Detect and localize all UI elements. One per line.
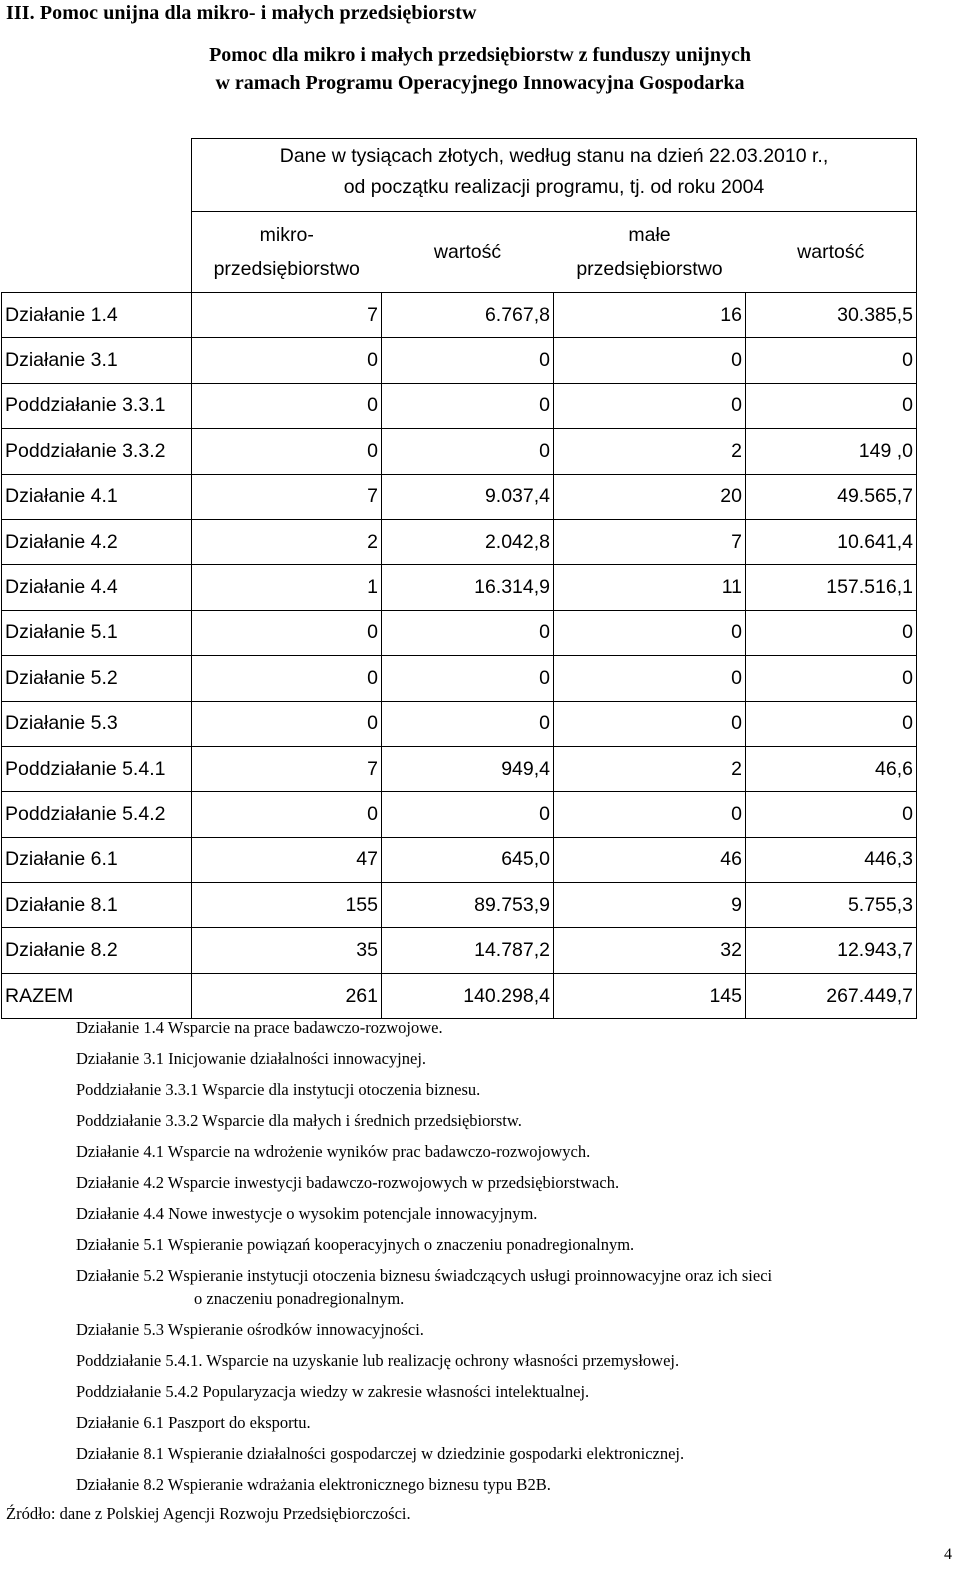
row-micro-count: 7: [192, 474, 382, 519]
row-micro-value: 16.314,9: [382, 565, 554, 610]
data-table: [1, 138, 917, 1019]
note-item: Działanie 5.3 Wspieranie ośrodków innowacyjności.: [76, 1320, 424, 1339]
row-micro-count: 0: [192, 656, 382, 701]
table-row: [2, 338, 917, 383]
row-small-count: 145: [554, 973, 746, 1018]
row-small-value: 10.641,4: [746, 519, 917, 564]
table-subtitle-line-1: Dane w tysiącach złotych, według stanu na dzień 22.03.2010 r.,: [279, 145, 829, 167]
note-item: Działanie 4.4 Nowe inwestycje o wysokim potencjale innowacyjnym.: [76, 1204, 538, 1223]
row-name: Poddziałanie 3.3.1: [2, 383, 192, 428]
row-small-value: 149 ,0: [746, 429, 917, 474]
row-small-value: 267.449,7: [746, 973, 917, 1018]
row-micro-count: 0: [192, 338, 382, 383]
row-name: Działanie 4.4: [2, 565, 192, 610]
row-small-value: 5.755,3: [746, 883, 917, 928]
table-row: [2, 429, 917, 474]
row-name: Działanie 3.1: [2, 338, 192, 383]
header-value-1: wartość: [433, 241, 502, 263]
row-small-value: 0: [746, 792, 917, 837]
row-micro-count: 47: [192, 837, 382, 882]
note-line-1: Działanie 5.2 Wspieranie instytucji otoczenia biznesu świadczących usługi proinnowacyjne oraz ich sieci: [76, 1266, 773, 1285]
row-small-count: 2: [554, 429, 746, 474]
row-micro-count: 0: [192, 792, 382, 837]
page-number: 4: [944, 1546, 952, 1563]
row-small-count: 7: [554, 519, 746, 564]
row-small-count: 0: [554, 701, 746, 746]
row-name: Poddziałanie 5.4.1: [2, 746, 192, 791]
row-small-value: 0: [746, 338, 917, 383]
row-small-value: 12.943,7: [746, 928, 917, 973]
note-item: Poddziałanie 5.4.1. Wsparcie na uzyskanie lub realizację ochrony własności przemysłowej.: [76, 1351, 680, 1370]
note-item: Działanie 1.4 Wsparcie na prace badawczo-rozwojowe.: [76, 1018, 443, 1037]
row-micro-value: 0: [382, 383, 554, 428]
table-row: [2, 519, 917, 564]
note-item: Działanie 6.1 Paszport do eksportu.: [76, 1413, 311, 1432]
row-name: Działanie 1.4: [2, 293, 192, 338]
row-name: Poddziałanie 5.4.2: [2, 792, 192, 837]
row-micro-count: 261: [192, 973, 382, 1018]
row-micro-count: 0: [192, 383, 382, 428]
note-item: Poddziałanie 3.3.1 Wsparcie dla instytucji otoczenia biznesu.: [76, 1080, 481, 1099]
row-small-count: 0: [554, 656, 746, 701]
row-micro-value: 949,4: [382, 746, 554, 791]
table-row: [2, 701, 917, 746]
table-row: [2, 565, 917, 610]
table-row: [2, 746, 917, 791]
row-small-count: 0: [554, 610, 746, 655]
header-micro-line-1: mikro-: [259, 224, 314, 246]
row-micro-value: 0: [382, 792, 554, 837]
row-small-count: 9: [554, 883, 746, 928]
row-small-count: 46: [554, 837, 746, 882]
row-small-value: 0: [746, 656, 917, 701]
row-name: RAZEM: [2, 973, 192, 1018]
table-row: [2, 656, 917, 701]
main-title-line-2: w ramach Programu Operacyjnego Innowacyjna Gospodarka: [215, 72, 745, 94]
table-subtitle: [192, 139, 917, 212]
table-subtitle-line-2: od początku realizacji programu, tj. od roku 2004: [343, 176, 765, 198]
row-small-count: 2: [554, 746, 746, 791]
row-micro-value: 9.037,4: [382, 474, 554, 519]
row-name: Działanie 5.2: [2, 656, 192, 701]
section-title: III. Pomoc unijna dla mikro- i małych przedsiębiorstw: [6, 2, 477, 24]
row-small-count: 0: [554, 338, 746, 383]
row-micro-value: 14.787,2: [382, 928, 554, 973]
note-item: Działanie 4.1 Wsparcie na wdrożenie wyników prac badawczo-rozwojowych.: [76, 1142, 591, 1161]
row-small-value: 0: [746, 383, 917, 428]
row-name: Działanie 6.1: [2, 837, 192, 882]
note-item: Działanie 4.2 Wsparcie inwestycji badawczo-rozwojowych w przedsiębiorstwach.: [76, 1173, 620, 1192]
header-small-line-2: przedsiębiorstwo: [576, 258, 723, 280]
row-name: Działanie 4.1: [2, 474, 192, 519]
row-small-count: 0: [554, 792, 746, 837]
main-title-line-1: Pomoc dla mikro i małych przedsiębiorstw z funduszy unijnych: [209, 44, 751, 66]
row-name: Działanie 4.2: [2, 519, 192, 564]
row-micro-count: 0: [192, 701, 382, 746]
row-small-count: 20: [554, 474, 746, 519]
row-small-count: 0: [554, 383, 746, 428]
row-name: Działanie 5.3: [2, 701, 192, 746]
row-micro-value: 6.767,8: [382, 293, 554, 338]
header-micro: [192, 212, 382, 293]
row-name: Działanie 8.1: [2, 883, 192, 928]
row-small-count: 11: [554, 565, 746, 610]
row-micro-value: 0: [382, 610, 554, 655]
note-line-2: o znaczeniu ponadregionalnym.: [194, 1289, 405, 1308]
table-row: [2, 883, 917, 928]
row-small-value: 49.565,7: [746, 474, 917, 519]
row-micro-count: 7: [192, 746, 382, 791]
row-micro-count: 0: [192, 610, 382, 655]
header-small: [554, 212, 746, 293]
row-small-value: 157.516,1: [746, 565, 917, 610]
row-small-value: 0: [746, 610, 917, 655]
header-small-line-1: małe: [628, 224, 671, 246]
row-micro-value: 140.298,4: [382, 973, 554, 1018]
row-small-value: 446,3: [746, 837, 917, 882]
row-name: Poddziałanie 3.3.2: [2, 429, 192, 474]
row-small-value: 30.385,5: [746, 293, 917, 338]
note-item: Działanie 3.1 Inicjowanie działalności innowacyjnej.: [76, 1049, 427, 1068]
note-item: Działanie 8.2 Wspieranie wdrażania elektronicznego biznesu typu B2B.: [76, 1475, 551, 1494]
header-micro-line-2: przedsiębiorstwo: [213, 258, 360, 280]
table-row: [2, 792, 917, 837]
row-micro-value: 645,0: [382, 837, 554, 882]
note-item: Działanie 5.1 Wspieranie powiązań kooperacyjnych o znaczeniu ponadregionalnym.: [76, 1235, 635, 1254]
row-micro-count: 155: [192, 883, 382, 928]
note-item: [76, 1264, 956, 1310]
note-item: Działanie 8.1 Wspieranie działalności gospodarczej w dziedzinie gospodarki elektronicznej.: [76, 1444, 685, 1463]
source-note: Źródło: dane z Polskiej Agencji Rozwoju Przedsiębiorczości.: [6, 1504, 411, 1523]
row-micro-value: 0: [382, 701, 554, 746]
note-item: Poddziałanie 3.3.2 Wsparcie dla małych i średnich przedsiębiorstw.: [76, 1111, 522, 1130]
row-micro-count: 0: [192, 429, 382, 474]
row-micro-count: 7: [192, 293, 382, 338]
table-row: [2, 610, 917, 655]
row-small-value: 46,6: [746, 746, 917, 791]
table-row: [2, 383, 917, 428]
row-small-count: 32: [554, 928, 746, 973]
row-small-value: 0: [746, 701, 917, 746]
row-micro-value: 0: [382, 656, 554, 701]
row-micro-value: 2.042,8: [382, 519, 554, 564]
row-micro-value: 89.753,9: [382, 883, 554, 928]
table-row: [2, 837, 917, 882]
row-micro-value: 0: [382, 338, 554, 383]
row-micro-count: 1: [192, 565, 382, 610]
table-row: [2, 474, 917, 519]
row-small-count: 16: [554, 293, 746, 338]
row-micro-value: 0: [382, 429, 554, 474]
row-name: Działanie 8.2: [2, 928, 192, 973]
row-micro-count: 2: [192, 519, 382, 564]
table-row: [2, 928, 917, 973]
header-value-2: wartość: [746, 212, 917, 293]
row-name: Działanie 5.1: [2, 610, 192, 655]
note-item: Poddziałanie 5.4.2 Popularyzacja wiedzy w zakresie własności intelektualnej.: [76, 1382, 590, 1401]
notes: [76, 1012, 956, 1500]
table-row: [2, 293, 917, 338]
row-micro-count: 35: [192, 928, 382, 973]
